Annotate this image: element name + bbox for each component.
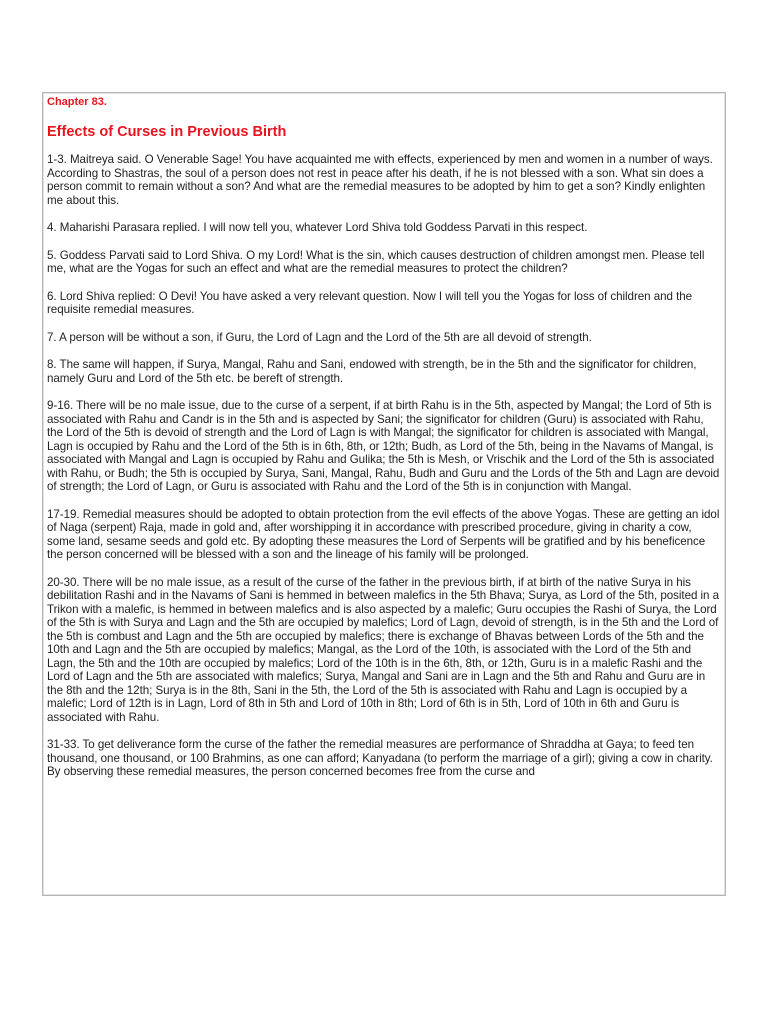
paragraph-31-33: 31-33. To get deliverance form the curse of the father the remedial measures are performance of Shraddha at Gaya; to feed ten thousand, one thousand, or 100 Brahmins, as one can afford; Kanyadana (to perform the marriage of a girl); giving a cow in charity. By observing these remedial measures, the person concerned becomes free from the curse and [47,738,713,778]
paragraph-8: 8. The same will happen, if Surya, Mangal, Rahu and Sani, endowed with strength, be in the 5th and the significator for children, namely Guru and Lord of the 5th etc. be bereft of strength. [47,358,697,385]
paragraph-1-3: 1-3. Maitreya said. O Venerable Sage! You have acquainted me with effects, experienced by men and women in a number of ways. According to Shastras, the soul of a person does not rest in peace after his death, if he is not blessed with a son. What sin does a person commit to remain without a son? And what are the remedial measures to be adopted by him to get a son? Kindly enlighten me about this. [47,153,713,207]
document-content [47,95,721,779]
paragraph-6: 6. Lord Shiva replied: O Devi! You have asked a very relevant question. Now I will tell you the Yogas for loss of children and the requisite remedial measures. [47,289,693,316]
paragraph-4: 4. Maharishi Parasara replied. I will now tell you, whatever Lord Shiva told Goddess Parvati in this respect. [47,221,588,234]
paragraph-9-16: 9-16. There will be no male issue, due to the curse of a serpent, if at birth Rahu is in the 5th, aspected by Mangal; the Lord of 5th is associated with Rahu and Candr is in the 5th and is aspected by Sani; the significator for children (Guru) is associated with Rahu, the Lord of the 5th is devoid of strength and the Lord of Lagn is with Mangal; the significator for children is associated with Mangal, Lagn is occupied by Rahu and the Lord of the 5th is in 6th, 8th, or 12th; Budh, as Lord of the 5th, being in the Navams of Mangal, is associated with Mangal and Lagn is occupied by Rahu and Gulika; the 5th is Mesh, or Vrischik and the Lord of the 5th is associated with Rahu, or Budh; the 5th is occupied by Surya, Sani, Mangal, Rahu, Budh and Guru and the Lords of the 5th and Lagn are devoid of strength; the Lord of Lagn, or Guru is associated with Rahu and the Lord of the 5th is in conjunction with Mangal. [47,399,720,493]
paragraph-5: 5. Goddess Parvati said to Lord Shiva. O my Lord! What is the sin, which causes destruction of children amongst men. Please tell me, what are the Yogas for such an effect and what are the remedial measures to protect the children? [47,248,705,275]
document-frame [42,92,726,896]
paragraph-17-19: 17-19. Remedial measures should be adopted to obtain protection from the evil effects of the above Yogas. These are getting an idol of Naga (serpent) Raja, made in gold and, after worshipping it in accordance with prescribed procedure, giving in charity a cow, some land, sesame seeds and gold etc. By adopting these measures the Lord of Serpents will be gratified and by his beneficence the person concerned will be blessed with a son and the lineage of his family will be prolonged. [47,507,720,561]
chapter-heading: Chapter 83. [47,96,107,108]
chapter-title: Effects of Curses in Previous Birth [47,124,287,140]
paragraph-7: 7. A person will be without a son, if Guru, the Lord of Lagn and the Lord of the 5th are all devoid of strength. [47,330,592,344]
paragraph-20-30: 20-30. There will be no male issue, as a result of the curse of the father in the previous birth, if at birth of the native Surya in his debilitation Rashi and in the Navams of Sani is hemmed in between malefics in the 5th Bhava; Surya, as Lord of the 5th, posited in a Trikon with a malefic, is hemmed in between malefics and is also aspected by a malefic; Guru occupies the Rashi of Surya, the Lord of the 5th is with Surya and Lagn and the 5th are occupied by malefics; Lord of Lagn, devoid of strength, is in the 5th and the Lord of the 5th is combust and Lagn and the 5th are occupied by malefics; there is exchange of Bhavas between Lords of the 5th and the 10th and Lagn and the 5th are occupied by malefics; Mangal, as the Lord of the 10th, is associated with the Lord of the 5th and Lagn, the 5th and the 10th are occupied by malefics; Lord of the 10th is in the 6th, 8th, or 12th, Guru is in a malefic Rashi and the Lord of Lagn and the 5th are associated with malefics; Surya, Mangal and Sani are in Lagn and the 5th and Rahu and Guru are in the 8th and the 12th; Surya is in the 8th, Sani in the 5th, the Lord of the 5th is associated with Rahu and Lagn is occupied by a malefic; Lord of 12th is in Lagn, Lord of 8th in 5th and Lord of 10th in 8th; Lord of 6th is in 5th, Lord of 10th in 6th and Guru is associated with Rahu. [47,575,720,724]
